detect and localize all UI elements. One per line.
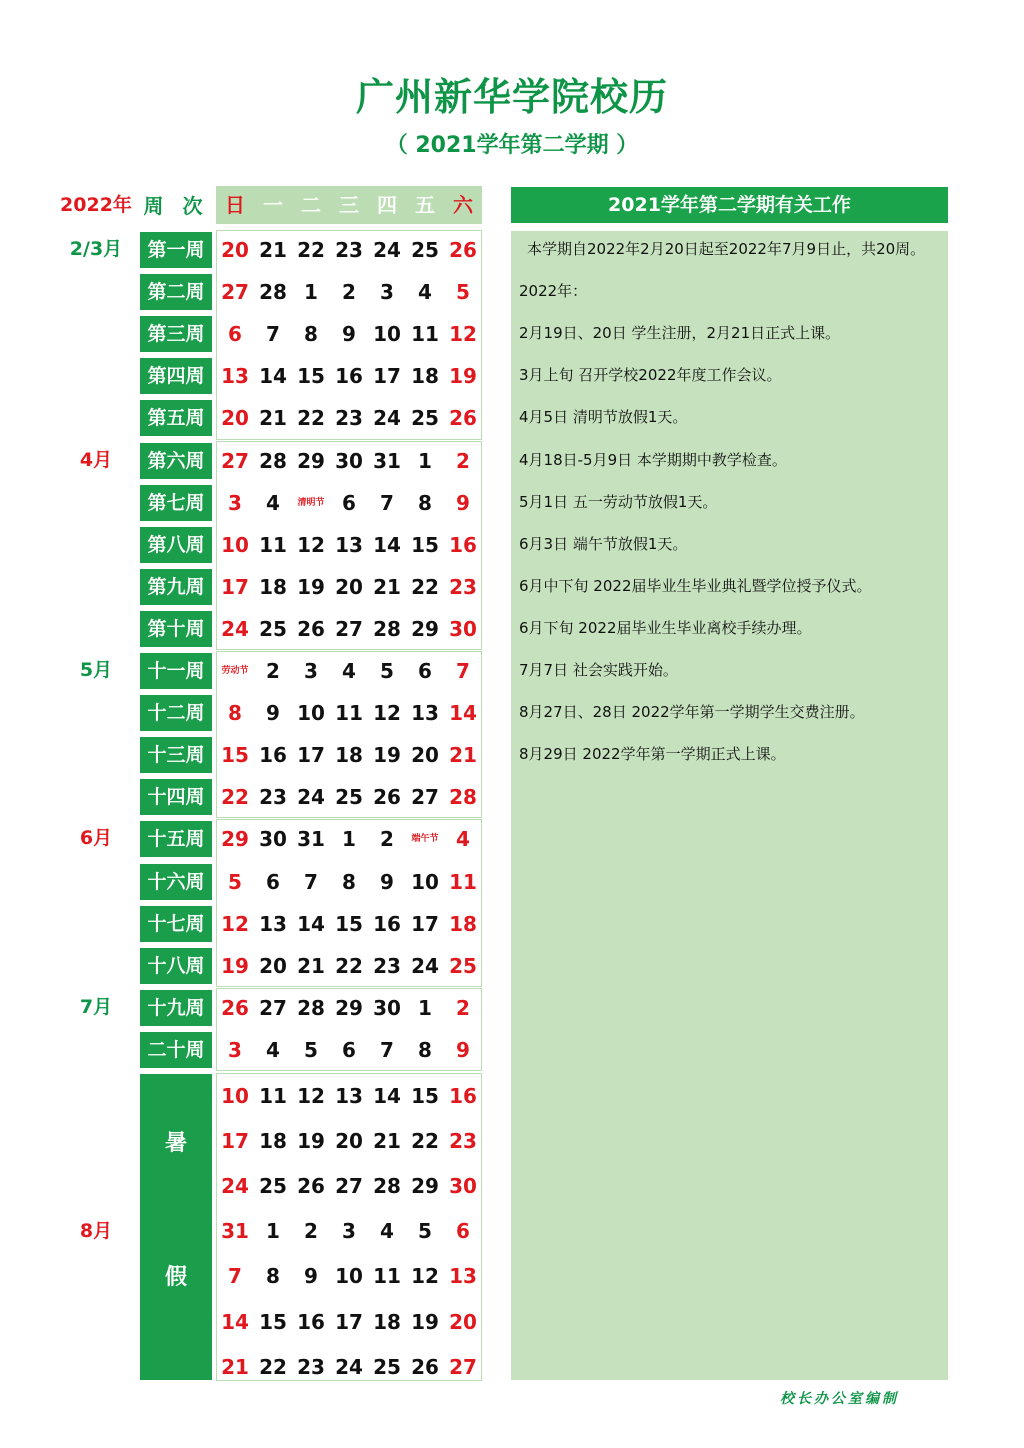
footer-credit: 校长办公室编制 (780, 1391, 899, 1407)
day-cell: 6 (228, 322, 242, 347)
vacation-char: 假 (164, 1265, 187, 1290)
day-cell: 2 (456, 448, 470, 473)
vacation-day-cell: 21 (373, 1129, 401, 1154)
vacation-day-cell: 17 (335, 1309, 363, 1334)
day-cell: 3 (380, 280, 394, 305)
day-cell: 10 (373, 322, 401, 347)
day-cell: 5 (380, 659, 394, 683)
day-cell: 15 (335, 911, 363, 936)
day-cell: 15 (297, 364, 325, 389)
day-cell: 17 (411, 911, 439, 936)
month-label: 6月 (79, 827, 113, 850)
day-cell: 24 (373, 406, 401, 431)
work-note: 3月上旬 召开学校2022年度工作会议。 (519, 366, 782, 385)
day-cell: 25 (411, 406, 439, 431)
vacation-day-cell: 18 (259, 1129, 287, 1154)
day-cell: 7 (266, 322, 280, 347)
vacation-day-cell: 10 (221, 1084, 249, 1108)
week-label: 十三周 (140, 737, 212, 773)
vacation-day-cell: 9 (304, 1264, 318, 1289)
week-label: 第九周 (140, 569, 212, 605)
work-note: 4月5日 清明节放假1天。 (519, 408, 688, 427)
month-label: 2/3月 (69, 238, 123, 260)
vacation-day-cell: 16 (297, 1309, 325, 1334)
day-cell: 14 (373, 532, 401, 557)
day-cell: 11 (449, 869, 477, 894)
weekday-label: 日 (225, 193, 245, 217)
day-cell: 27 (221, 280, 249, 305)
day-cell: 20 (259, 953, 287, 978)
day-cell: 14 (297, 911, 325, 936)
day-cell: 4 (418, 280, 432, 305)
day-cell: 5 (456, 280, 470, 305)
vacation-day-cell: 29 (411, 1174, 439, 1199)
day-cell: 28 (297, 995, 325, 1020)
day-cell: 20 (221, 406, 249, 431)
work-note: 7月7日 社会实践开始。 (519, 661, 678, 679)
day-cell: 24 (411, 953, 439, 978)
day-cell: 19 (221, 953, 249, 978)
vacation-day-cell: 11 (259, 1084, 287, 1108)
vacation-day-cell: 12 (411, 1264, 439, 1289)
vacation-day-cell: 16 (449, 1084, 477, 1108)
weekday-label: 一 (263, 193, 283, 217)
day-cell: 27 (259, 995, 287, 1020)
day-cell: 8 (342, 869, 356, 894)
day-cell: 17 (221, 574, 249, 599)
day-cell: 4 (266, 1037, 280, 1062)
vacation-day-cell: 15 (411, 1084, 439, 1108)
day-cell: 30 (373, 995, 401, 1020)
day-cell: 21 (259, 406, 287, 431)
vacation-day-cell: 18 (373, 1309, 401, 1334)
day-cell: 22 (297, 238, 325, 262)
day-cell: 14 (449, 701, 477, 726)
day-cell: 6 (342, 490, 356, 515)
vacation-day-cell: 19 (297, 1129, 325, 1154)
vacation-day-cell: 28 (373, 1174, 401, 1199)
work-note: 6月下旬 2022届毕业生毕业离校手续办理。 (519, 618, 812, 637)
work-note: 5月1日 五一劳动节放假1天。 (519, 492, 718, 511)
vacation-day-cell: 24 (221, 1174, 249, 1199)
day-cell: 2 (456, 995, 470, 1020)
day-cell: 13 (411, 701, 439, 726)
vacation-day-cell: 19 (411, 1309, 439, 1334)
day-cell: 10 (411, 869, 439, 894)
week-label: 十八周 (140, 948, 212, 984)
day-cell: 19 (297, 574, 325, 599)
day-cell: 7 (380, 490, 394, 515)
day-cell: 2 (342, 280, 356, 305)
vacation-day-cell: 15 (259, 1309, 287, 1334)
vacation-day-cell: 7 (228, 1264, 242, 1289)
day-cell: 28 (449, 785, 477, 810)
week-label: 第八周 (140, 527, 212, 563)
weekday-label: 五 (415, 193, 435, 217)
month-label: 8月 (79, 1220, 113, 1243)
vacation-day-cell: 23 (449, 1129, 477, 1154)
day-cell: 12 (297, 532, 325, 557)
holiday-cell: 端午节 (411, 834, 439, 845)
day-cell: 16 (373, 911, 401, 936)
day-cell: 20 (411, 743, 439, 768)
day-cell: 31 (373, 448, 401, 473)
holiday-cell: 清明节 (297, 497, 325, 508)
week-header: 周 次 (143, 194, 209, 218)
vacation-day-cell: 25 (259, 1174, 287, 1199)
week-label: 十二周 (140, 695, 212, 731)
month-label: 7月 (79, 995, 113, 1018)
day-cell: 15 (221, 743, 249, 768)
summer-vacation-label (140, 1074, 212, 1380)
day-cell: 30 (259, 827, 287, 852)
vacation-day-cell: 14 (373, 1084, 401, 1108)
week-label: 十七周 (140, 906, 212, 942)
holiday-cell: 劳动节 (221, 666, 249, 676)
day-cell: 16 (259, 743, 287, 768)
day-cell: 26 (449, 406, 477, 431)
vacation-day-cell: 22 (411, 1129, 439, 1154)
day-cell: 23 (335, 406, 363, 431)
day-cell: 7 (380, 1037, 394, 1062)
vacation-day-cell: 31 (221, 1219, 249, 1244)
vacation-day-cell: 27 (449, 1354, 477, 1379)
day-cell: 17 (373, 364, 401, 389)
day-cell: 12 (221, 911, 249, 936)
vacation-day-cell: 2 (304, 1219, 318, 1244)
day-cell: 10 (297, 701, 325, 726)
day-cell: 9 (380, 869, 394, 894)
work-note: 2月19日、20日 学生注册，2月21日正式上课。 (519, 324, 841, 343)
vacation-day-cell: 4 (380, 1219, 394, 1244)
day-cell: 23 (373, 953, 401, 978)
week-label: 十四周 (140, 779, 212, 815)
day-cell: 3 (228, 490, 242, 515)
work-note: 4月18日-5月9日 本学期期中教学检查。 (519, 450, 787, 469)
day-cell: 26 (373, 785, 401, 810)
week-label: 第二周 (140, 274, 212, 310)
vacation-day-cell: 26 (297, 1174, 325, 1199)
day-cell: 29 (335, 995, 363, 1020)
day-cell: 23 (335, 238, 363, 262)
day-cell: 18 (449, 911, 477, 936)
day-cell: 24 (297, 785, 325, 810)
day-cell: 21 (259, 238, 287, 262)
day-cell: 27 (221, 448, 249, 473)
week-label: 第四周 (140, 358, 212, 394)
day-cell: 5 (304, 1037, 318, 1062)
day-cell: 24 (373, 238, 401, 262)
work-note: 本学期自2022年2月20日起至2022年7月9日止，共20周。 (527, 240, 926, 258)
day-cell: 11 (411, 322, 439, 347)
day-cell: 12 (449, 322, 477, 347)
week-label: 第七周 (140, 485, 212, 521)
day-cell: 3 (304, 659, 318, 683)
day-cell: 28 (259, 280, 287, 305)
day-cell: 8 (304, 322, 318, 347)
day-cell: 7 (304, 869, 318, 894)
day-cell: 31 (297, 827, 325, 852)
page-subtitle: （ 2021学年第二学期 ） (385, 133, 639, 158)
day-cell: 19 (449, 364, 477, 389)
week-label: 十一周 (140, 653, 212, 689)
vacation-day-cell: 23 (297, 1354, 325, 1379)
vacation-day-cell: 20 (335, 1129, 363, 1154)
day-cell: 2 (380, 827, 394, 852)
week-label: 二十周 (140, 1032, 212, 1068)
day-cell: 14 (259, 364, 287, 389)
day-cell: 6 (418, 659, 432, 683)
week-label: 第一周 (140, 232, 212, 268)
weekday-label: 六 (453, 193, 473, 217)
day-cell: 28 (373, 616, 401, 641)
day-cell: 9 (266, 701, 280, 726)
weekday-label: 二 (301, 193, 321, 217)
vacation-day-cell: 25 (373, 1354, 401, 1379)
day-cell: 29 (221, 827, 249, 852)
vacation-day-cell: 5 (418, 1219, 432, 1244)
day-cell: 17 (297, 743, 325, 768)
vacation-day-cell: 20 (449, 1309, 477, 1334)
week-label: 十五周 (140, 821, 212, 857)
vacation-day-cell: 6 (456, 1219, 470, 1244)
day-cell: 4 (456, 827, 470, 852)
week-label: 十六周 (140, 864, 212, 900)
weekday-label: 四 (377, 193, 397, 217)
day-cell: 25 (449, 953, 477, 978)
day-cell: 27 (335, 616, 363, 641)
week-label: 第六周 (140, 443, 212, 479)
day-cell: 13 (221, 364, 249, 389)
vacation-day-cell: 13 (335, 1084, 363, 1108)
day-cell: 15 (411, 532, 439, 557)
day-cell: 30 (335, 448, 363, 473)
day-cell: 26 (297, 616, 325, 641)
day-cell: 22 (297, 406, 325, 431)
weekday-label: 三 (339, 193, 359, 217)
week-label: 第十周 (140, 611, 212, 647)
day-cell: 21 (297, 953, 325, 978)
work-panel-title: 2021学年第二学期有关工作 (511, 187, 948, 223)
day-cell: 4 (342, 659, 356, 683)
day-cell: 22 (335, 953, 363, 978)
day-cell: 29 (297, 448, 325, 473)
day-cell: 9 (456, 1037, 470, 1062)
day-cell: 16 (449, 532, 477, 557)
day-cell: 1 (418, 995, 432, 1020)
vacation-day-cell: 17 (221, 1129, 249, 1154)
day-cell: 30 (449, 616, 477, 641)
day-cell: 8 (228, 701, 242, 726)
vacation-day-cell: 14 (221, 1309, 249, 1334)
day-cell: 2 (266, 659, 280, 683)
day-cell: 3 (228, 1037, 242, 1062)
month-label: 5月 (79, 659, 113, 681)
year-header: 2022年 (60, 194, 132, 216)
day-cell: 11 (335, 701, 363, 726)
day-cell: 1 (418, 448, 432, 473)
day-cell: 20 (221, 238, 249, 262)
day-cell: 21 (449, 743, 477, 768)
day-cell: 12 (373, 701, 401, 726)
day-cell: 7 (456, 659, 470, 683)
day-cell: 18 (411, 364, 439, 389)
vacation-day-cell: 26 (411, 1354, 439, 1379)
day-cell: 20 (335, 574, 363, 599)
vacation-day-cell: 10 (335, 1264, 363, 1289)
work-note: 6月中下旬 2022届毕业生毕业典礼暨学位授予仪式。 (519, 576, 872, 595)
day-cell: 29 (411, 616, 439, 641)
day-cell: 9 (342, 322, 356, 347)
work-note: 6月3日 端午节放假1天。 (519, 534, 688, 553)
day-cell: 8 (418, 1037, 432, 1062)
weekday-header (216, 186, 482, 224)
vacation-day-cell: 3 (342, 1219, 356, 1244)
day-cell: 1 (342, 827, 356, 852)
day-cell: 18 (259, 574, 287, 599)
day-cell: 13 (259, 911, 287, 936)
vacation-day-cell: 11 (373, 1264, 401, 1289)
day-cell: 11 (259, 532, 287, 557)
vacation-day-cell: 22 (259, 1354, 287, 1379)
day-cell: 25 (411, 238, 439, 262)
work-note: 8月27日、28日 2022学年第一学期学生交费注册。 (519, 703, 865, 722)
day-cell: 19 (373, 743, 401, 768)
day-cell: 25 (335, 785, 363, 810)
work-note: 8月29日 2022学年第一学期正式上课。 (519, 745, 786, 764)
day-cell: 22 (221, 785, 249, 810)
day-cell: 22 (411, 574, 439, 599)
day-cell: 6 (342, 1037, 356, 1062)
vacation-day-cell: 12 (297, 1084, 325, 1108)
day-cell: 25 (259, 616, 287, 641)
month-label: 4月 (79, 448, 113, 471)
vacation-day-cell: 30 (449, 1174, 477, 1199)
vacation-day-cell: 27 (335, 1174, 363, 1199)
day-cell: 9 (456, 490, 470, 515)
vacation-day-cell: 1 (266, 1219, 280, 1244)
week-label: 第五周 (140, 400, 212, 436)
vacation-day-cell: 8 (266, 1264, 280, 1289)
day-cell: 4 (266, 490, 280, 515)
vacation-char: 暑 (164, 1131, 187, 1156)
day-cell: 26 (449, 238, 477, 262)
week-label: 十九周 (140, 990, 212, 1026)
day-cell: 21 (373, 574, 401, 599)
day-cell: 5 (228, 869, 242, 894)
vacation-day-cell: 13 (449, 1264, 477, 1289)
day-cell: 16 (335, 364, 363, 389)
vacation-day-cell: 24 (335, 1354, 363, 1379)
day-cell: 28 (259, 448, 287, 473)
day-cell: 23 (449, 574, 477, 599)
page-title: 广州新华学院校历 (355, 75, 668, 119)
day-cell: 1 (304, 280, 318, 305)
day-cell: 23 (259, 785, 287, 810)
day-cell: 27 (411, 785, 439, 810)
day-cell: 10 (221, 532, 249, 557)
vacation-day-cell: 21 (221, 1354, 249, 1379)
day-cell: 18 (335, 743, 363, 768)
day-cell: 8 (418, 490, 432, 515)
day-cell: 6 (266, 869, 280, 894)
work-note: 2022年： (519, 282, 588, 301)
day-cell: 13 (335, 532, 363, 557)
day-cell: 26 (221, 995, 249, 1020)
day-cell: 24 (221, 616, 249, 641)
week-label: 第三周 (140, 316, 212, 352)
